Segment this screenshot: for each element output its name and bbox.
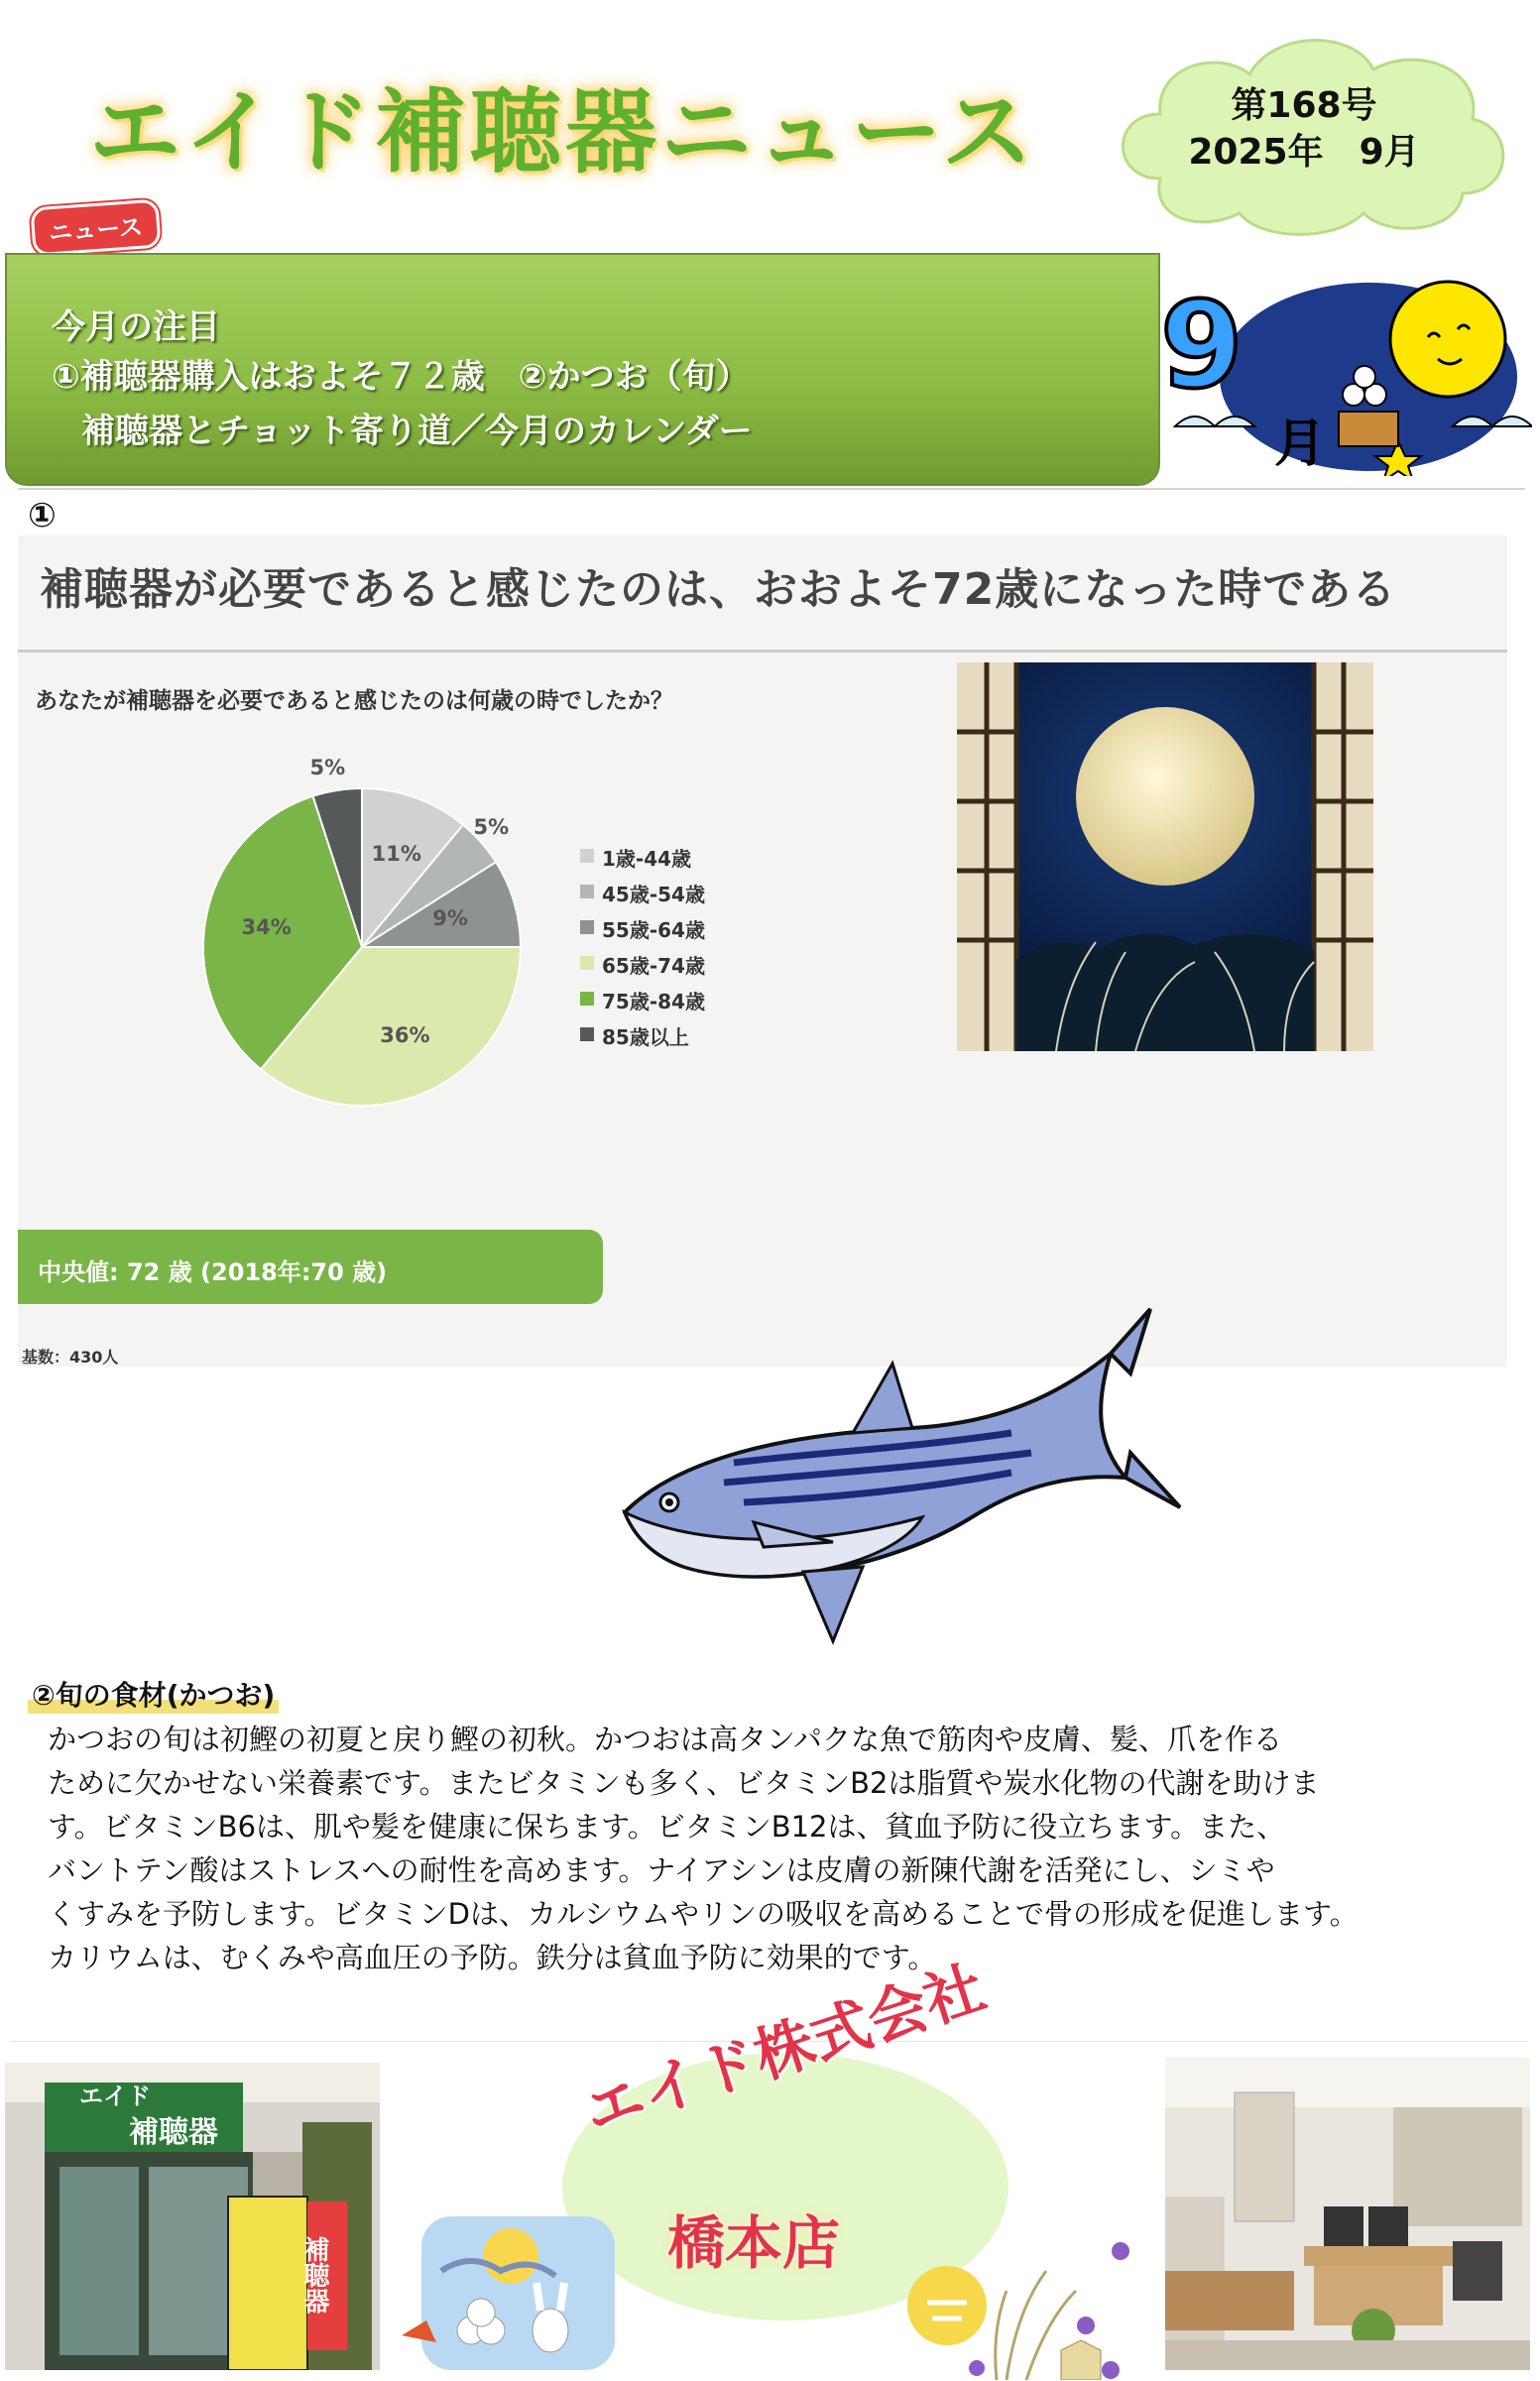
issue-date: 2025年 9月	[1188, 132, 1420, 173]
pie-label-5: 34%	[241, 915, 292, 940]
base-count: 基数：430人	[22, 1348, 119, 1367]
legend-label: 45歳-54歳	[602, 883, 705, 906]
highlight-banner	[5, 253, 1160, 486]
survey-rule	[18, 650, 1507, 653]
store-sign-label: 補聴器	[129, 2115, 218, 2150]
body-line: バントテン酸はストレスへの耐性を高めます。ナイアシンは皮膚の新陳代謝を活発にし、シミや	[48, 1853, 1275, 1887]
section2-body	[48, 1718, 1495, 1979]
pie-label-2: 5%	[473, 814, 510, 839]
body-line: くすみを予防します。ビタミンDは、カルシウムやリンの吸収を高めることで骨の形成を促進します。	[48, 1897, 1359, 1931]
store-banner: 補聴器	[299, 2236, 329, 2314]
body-line: カリウムは、むくみや高血圧の予防。鉄分は貧血予防に効果的です。	[48, 1941, 937, 1974]
banner-line-topics: ①補聴器購入はおよそ７２歳 ②かつお（旬）	[52, 357, 750, 397]
body-line: す。ビタミンB6は、肌や髪を健康に保ちます。ビタミンB12は、貧血予防に役立ちます。また、	[48, 1810, 1286, 1844]
sept-label: 月	[1274, 415, 1327, 474]
survey-question: あなたが補聴器を必要であると感じたのは何歳の時でしたか？	[35, 688, 673, 714]
september-moon-icon	[1155, 268, 1532, 476]
shop-interior-photo	[1165, 2058, 1530, 2370]
moon-window-image	[957, 662, 1373, 1051]
legend-swatch	[580, 956, 594, 970]
sept-digit: 9	[1160, 278, 1244, 416]
moon-rabbit-illustration	[402, 2211, 625, 2375]
section1-number: ①	[28, 496, 57, 536]
legend-swatch	[580, 1027, 594, 1041]
survey-heading: 補聴器が必要であると感じたのは、おおよそ72歳になった時である	[40, 564, 1397, 615]
issue-number: 第168号	[1231, 85, 1377, 126]
legend-label: 65歳-74歳	[602, 954, 705, 978]
bonito-fish-illustration	[595, 1304, 1190, 1706]
banner-line-heading: 今月の注目	[52, 307, 220, 347]
median-text: 中央値: 72 歳 (2018年:70 歳)	[38, 1258, 388, 1286]
company-name: エイド株式会社	[575, 1953, 994, 2148]
section2-heading: ②旬の食材(かつお)	[28, 1674, 279, 1714]
banner-line-extra: 補聴器とチョット寄り道／今月のカレンダー	[81, 412, 753, 451]
legend-swatch	[580, 885, 594, 898]
legend-label: 85歳以上	[602, 1025, 689, 1049]
legend-label: 75歳-84歳	[602, 990, 705, 1013]
age-pie-chart	[178, 756, 545, 1131]
legend-label: 55歳-64歳	[602, 918, 705, 942]
news-tag: ニュース	[30, 199, 161, 257]
legend-swatch	[580, 920, 594, 934]
pie-label-6: 5%	[309, 756, 346, 780]
body-line: かつおの旬は初鰹の初夏と戻り鰹の初秋。かつおは高タンパクな魚で筋肉や皮膚、髪、爪を作る	[48, 1723, 1282, 1756]
legend-swatch	[580, 849, 594, 863]
store-front-photo	[5, 2063, 380, 2370]
pie-label-1: 11%	[371, 841, 421, 866]
newsletter-title: エイド補聴器ニュース	[89, 79, 1037, 185]
header-divider	[18, 488, 1525, 490]
pie-label-3: 9%	[432, 906, 468, 931]
moon-flower-decoration	[888, 2231, 1140, 2380]
legend-label: 1歳-44歳	[602, 847, 692, 871]
pie-label-4: 36%	[380, 1022, 430, 1047]
store-sign-brand: エイド	[79, 2083, 151, 2110]
body-line: ために欠かせない栄養素です。またビタミンも多く、ビタミンB2は脂質や炭水化物の代謝を助けま	[48, 1766, 1320, 1800]
legend-swatch	[580, 992, 594, 1006]
branch-name: 橋本店	[666, 2209, 840, 2277]
